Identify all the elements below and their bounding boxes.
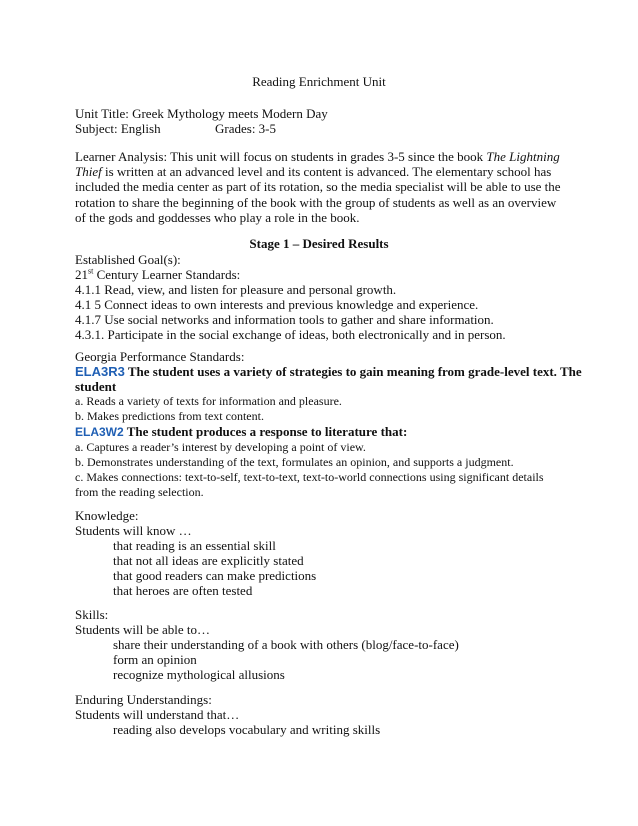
ela3w2-line [75,424,575,440]
grades-label: Grades: 3-5 [215,121,277,136]
w2-item: c. Makes connections: text-to-self, text-to-text, text-to-world connections using significant details [75,470,544,484]
ela3r3-text-cont: student [75,379,117,394]
goals-label: Established Goal(s): [75,252,181,267]
century-num: 21 [75,267,88,282]
knowledge-intro: Students will know … [75,523,192,538]
enduring-section [75,692,565,737]
century-standards-label [75,267,565,282]
established-goals [75,252,565,342]
ela3r3-code: ELA3R3 [75,364,125,379]
subject-label: Subject: English [75,121,161,136]
w2-item: from the reading selection. [75,485,204,499]
skills-item: recognize mythological allusions [113,667,285,682]
enduring-label: Enduring Understandings: [75,692,212,707]
enduring-intro: Students will understand that… [75,707,240,722]
georgia-standards [75,349,582,500]
skills-item: form an opinion [113,652,197,667]
document-title: Reading Enrichment Unit [252,74,386,89]
unit-info [75,106,565,136]
ela3r3-line [75,364,582,379]
learner-analysis [75,149,563,225]
georgia-label: Georgia Performance Standards: [75,349,245,364]
r3-item: a. Reads a variety of texts for information and pleasure. [75,394,342,408]
knowledge-item: that heroes are often tested [113,583,253,598]
skills-intro: Students will be able to… [75,622,211,637]
skills-item: share their understanding of a book with others (blog/face-to-face) [113,637,459,652]
knowledge-section [75,508,565,598]
stage-heading: Stage 1 – Desired Results [249,236,389,251]
w2-item: a. Captures a reader’s interest by developing a point of view. [75,440,366,454]
r3-item: b. Makes predictions from text content. [75,409,264,423]
knowledge-item: that reading is an essential skill [113,538,276,553]
learner-analysis-text-2: is written at an advanced level and its content is advanced. The elementary school has included the media center as part of its rotation, so the media specialist will be able to use the rotation to share the beginning of the book with the group of students as well as an overview of the gods and goddesses who play a role in the book. [75,164,561,225]
book-title: The Lightning Thief [75,149,560,180]
knowledge-label: Knowledge: [75,508,139,523]
w2-item: b. Demonstrates understanding of the text, formulates an opinion, and supports a judgment. [75,455,514,469]
ela3w2-code: ELA3W2 [75,425,124,439]
enduring-item: reading also develops vocabulary and writing skills [113,722,381,737]
unit-title: Unit Title: Greek Mythology meets Modern Day [75,106,328,121]
standard-item: 4.1.7 Use social networks and information tools to gather and share information. [75,312,494,327]
standard-item: 4.1 5 Connect ideas to own interests and previous knowledge and experience. [75,297,479,312]
knowledge-item: that good readers can make predictions [113,568,317,583]
standard-item: 4.1.1 Read, view, and listen for pleasure and personal growth. [75,282,397,297]
learner-analysis-text-1: Learner Analysis: This unit will focus on students in grades 3-5 since the book [75,149,487,164]
subject-grades-line [75,121,565,136]
ela3r3-text: The student uses a variety of strategies to gain meaning from grade-level text. The [124,364,582,379]
knowledge-item: that not all ideas are explicitly stated [113,553,304,568]
ela3w2-text: The student produces a response to literature that: [123,424,408,439]
century-sup: st [88,266,94,276]
century-rest: Century Learner Standards: [93,267,241,282]
standard-item: 4.3.1. Participate in the social exchange of ideas, both electronically and in person. [75,327,506,342]
skills-label: Skills: [75,607,109,622]
skills-section [75,607,565,682]
